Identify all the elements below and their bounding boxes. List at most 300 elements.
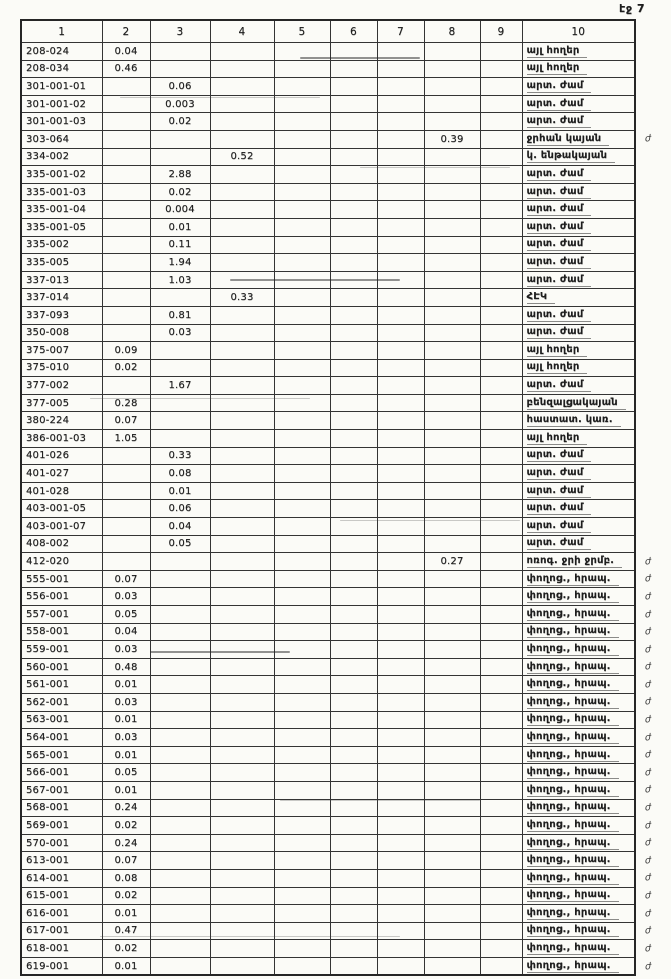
area-value-cell xyxy=(480,482,522,500)
area-value-cell xyxy=(210,852,274,870)
parcel-code-cell: 566-001 xyxy=(21,764,102,782)
table-row xyxy=(21,799,671,817)
area-value-cell xyxy=(274,377,330,395)
land-use-label: փողոց., հրապ. xyxy=(527,854,619,867)
table-row xyxy=(21,817,671,835)
area-value-cell xyxy=(150,623,210,641)
area-value-cell xyxy=(210,130,274,148)
area-value-cell xyxy=(210,658,274,676)
land-use-cell xyxy=(522,95,635,113)
area-value-cell xyxy=(274,606,330,624)
parcel-code-cell: 335-001-04 xyxy=(21,201,102,219)
land-use-cell xyxy=(522,218,635,236)
area-value-cell xyxy=(424,834,480,852)
parcel-code-cell: 335-001-03 xyxy=(21,183,102,201)
area-value-cell xyxy=(210,465,274,483)
land-use-label: փողոց., հրապ. xyxy=(527,801,619,814)
area-value-cell xyxy=(377,834,424,852)
area-value-cell xyxy=(150,940,210,958)
land-use-cell xyxy=(522,922,635,940)
area-value-cell xyxy=(274,394,330,412)
area-value-cell xyxy=(377,482,424,500)
area-value-cell xyxy=(424,588,480,606)
land-use-label: այլ հողեր xyxy=(527,432,588,445)
area-value-cell xyxy=(210,553,274,571)
area-value-cell xyxy=(210,887,274,905)
area-value-cell xyxy=(424,746,480,764)
area-value-cell xyxy=(480,940,522,958)
table-row xyxy=(21,834,671,852)
area-value-cell xyxy=(480,148,522,166)
area-value-cell xyxy=(424,412,480,430)
land-use-label: փողոց., հրապ. xyxy=(527,590,619,603)
area-value-cell: 0.24 xyxy=(102,834,150,852)
area-value-cell xyxy=(480,746,522,764)
land-use-label: կ. ենթակայան xyxy=(527,150,616,163)
area-value-cell xyxy=(210,729,274,747)
area-value-cell xyxy=(480,553,522,571)
table-row xyxy=(21,342,671,360)
area-value-cell xyxy=(424,342,480,360)
area-value-cell xyxy=(150,817,210,835)
area-value-cell xyxy=(377,852,424,870)
area-value-cell: 0.01 xyxy=(150,218,210,236)
area-value-cell xyxy=(274,236,330,254)
parcel-code-cell: 558-001 xyxy=(21,623,102,641)
area-value-cell xyxy=(330,254,377,272)
area-value-cell xyxy=(330,887,377,905)
area-value-cell xyxy=(480,183,522,201)
area-value-cell xyxy=(274,676,330,694)
land-use-label: արտ. ժամ xyxy=(527,115,592,128)
land-use-cell xyxy=(522,623,635,641)
area-value-cell xyxy=(377,166,424,184)
area-value-cell xyxy=(274,518,330,536)
margin-note: ժ xyxy=(644,855,652,867)
land-use-label: արտ. ժամ xyxy=(527,326,592,339)
area-value-cell xyxy=(102,518,150,536)
land-use-label: արտ. ժամ xyxy=(527,309,592,322)
area-value-cell xyxy=(480,130,522,148)
area-value-cell xyxy=(330,412,377,430)
area-value-cell: 0.04 xyxy=(150,518,210,536)
land-use-cell xyxy=(522,500,635,518)
land-use-label: արտ. ժամ xyxy=(527,467,592,480)
area-value-cell xyxy=(330,306,377,324)
parcel-code-cell: 335-005 xyxy=(21,254,102,272)
area-value-cell xyxy=(150,834,210,852)
area-value-cell xyxy=(377,201,424,219)
area-value-cell xyxy=(274,95,330,113)
area-value-cell xyxy=(480,218,522,236)
area-value-cell: 0.02 xyxy=(102,359,150,377)
area-value-cell xyxy=(274,60,330,78)
area-value-cell xyxy=(377,641,424,659)
area-value-cell: 1.05 xyxy=(102,430,150,448)
land-use-label: հաստատ. կառ. xyxy=(527,414,621,427)
area-value-cell xyxy=(480,711,522,729)
table-row xyxy=(21,887,671,905)
area-value-cell xyxy=(274,887,330,905)
area-value-cell xyxy=(274,588,330,606)
area-value-cell xyxy=(424,764,480,782)
area-value-cell xyxy=(102,535,150,553)
land-use-cell xyxy=(522,658,635,676)
area-value-cell xyxy=(330,218,377,236)
area-value-cell xyxy=(424,887,480,905)
land-use-cell xyxy=(522,834,635,852)
margin-note: ժ xyxy=(644,732,652,744)
area-value-cell xyxy=(480,729,522,747)
area-value-cell xyxy=(102,130,150,148)
area-value-cell xyxy=(424,377,480,395)
area-value-cell xyxy=(150,905,210,923)
area-value-cell xyxy=(424,254,480,272)
area-value-cell: 0.28 xyxy=(102,394,150,412)
area-value-cell xyxy=(377,746,424,764)
table-row xyxy=(21,324,671,342)
area-value-cell xyxy=(210,306,274,324)
land-use-label: փողոց., հրապ. xyxy=(527,766,619,779)
area-value-cell xyxy=(210,113,274,131)
margin-note: ժ xyxy=(644,696,652,709)
area-value-cell xyxy=(424,447,480,465)
area-value-cell xyxy=(150,869,210,887)
margin-note: ժ xyxy=(644,573,652,586)
parcel-code-cell: 375-010 xyxy=(21,359,102,377)
area-value-cell xyxy=(330,957,377,975)
margin-note: ժ xyxy=(644,820,652,832)
column-header-9: 9 xyxy=(480,20,522,43)
area-value-cell xyxy=(102,377,150,395)
area-value-cell xyxy=(150,359,210,377)
area-value-cell xyxy=(377,324,424,342)
parcel-code-cell: 403-001-05 xyxy=(21,500,102,518)
area-value-cell xyxy=(330,430,377,448)
area-value-cell: 0.03 xyxy=(102,693,150,711)
area-value-cell xyxy=(480,289,522,307)
parcel-code-cell: 337-093 xyxy=(21,306,102,324)
area-value-cell xyxy=(330,693,377,711)
land-use-label: արտ. ժամ xyxy=(527,238,592,251)
area-value-cell xyxy=(330,482,377,500)
area-value-cell xyxy=(330,113,377,131)
area-value-cell xyxy=(150,729,210,747)
margin-note xyxy=(634,411,671,431)
land-use-label: փողոց., հրապ. xyxy=(527,661,619,674)
area-value-cell xyxy=(377,869,424,887)
area-value-cell xyxy=(480,254,522,272)
area-value-cell xyxy=(424,500,480,518)
parcel-code-cell: 208-024 xyxy=(21,43,102,61)
area-value-cell: 0.05 xyxy=(102,764,150,782)
parcel-code-cell: 569-001 xyxy=(21,817,102,835)
table-row xyxy=(21,289,671,307)
margin-note: ժ xyxy=(644,133,652,146)
area-value-cell xyxy=(330,869,377,887)
area-value-cell xyxy=(330,78,377,96)
area-value-cell: 0.08 xyxy=(150,465,210,483)
land-use-label: արտ. ժամ xyxy=(527,186,592,199)
area-value-cell xyxy=(150,711,210,729)
land-use-label: փողոց., հրապ. xyxy=(527,643,619,656)
land-use-label: ՀԷԿ xyxy=(527,291,556,304)
margin-note: ժ xyxy=(644,837,652,850)
land-use-label: փողոց., հրապ. xyxy=(527,889,619,902)
area-value-cell xyxy=(150,852,210,870)
area-value-cell xyxy=(377,693,424,711)
table-row xyxy=(21,658,671,676)
land-use-cell xyxy=(522,60,635,78)
land-use-label: արտ. ժամ xyxy=(527,221,592,234)
area-value-cell xyxy=(210,676,274,694)
area-value-cell xyxy=(424,905,480,923)
area-value-cell xyxy=(377,218,424,236)
parcel-code-cell: 401-028 xyxy=(21,482,102,500)
area-value-cell xyxy=(102,148,150,166)
parcel-code-cell: 334-002 xyxy=(21,148,102,166)
area-value-cell xyxy=(274,957,330,975)
area-value-cell xyxy=(480,324,522,342)
area-value-cell xyxy=(150,289,210,307)
area-value-cell xyxy=(377,130,424,148)
area-value-cell xyxy=(150,606,210,624)
area-value-cell xyxy=(424,658,480,676)
land-use-label: փողոց., հրապ. xyxy=(527,731,619,744)
area-value-cell xyxy=(480,869,522,887)
land-use-cell xyxy=(522,324,635,342)
parcel-code-cell: 335-001-05 xyxy=(21,218,102,236)
land-use-label: արտ. ժամ xyxy=(527,449,592,462)
area-value-cell xyxy=(377,78,424,96)
area-value-cell xyxy=(330,465,377,483)
area-value-cell xyxy=(480,535,522,553)
parcel-code-cell: 301-001-02 xyxy=(21,95,102,113)
area-value-cell xyxy=(102,113,150,131)
parcel-code-cell: 565-001 xyxy=(21,746,102,764)
area-value-cell xyxy=(102,306,150,324)
area-value-cell: 0.04 xyxy=(102,623,150,641)
area-value-cell: 0.27 xyxy=(424,553,480,571)
area-value-cell xyxy=(377,518,424,536)
area-value-cell xyxy=(377,658,424,676)
table-row xyxy=(21,570,671,588)
area-value-cell xyxy=(210,166,274,184)
column-header-4: 4 xyxy=(210,20,274,43)
area-value-cell xyxy=(150,588,210,606)
area-value-cell xyxy=(210,43,274,61)
area-value-cell xyxy=(330,166,377,184)
area-value-cell xyxy=(424,623,480,641)
table-row xyxy=(21,535,671,553)
land-use-cell xyxy=(522,729,635,747)
table-row xyxy=(21,183,671,201)
area-value-cell xyxy=(210,78,274,96)
area-value-cell xyxy=(274,781,330,799)
land-use-label: այլ հողեր xyxy=(527,344,588,357)
parcel-code-cell: 337-014 xyxy=(21,289,102,307)
margin-note: ժ xyxy=(644,749,652,762)
area-value-cell: 0.05 xyxy=(102,606,150,624)
table-row xyxy=(21,377,671,395)
area-value-cell xyxy=(480,764,522,782)
table-row xyxy=(21,711,671,729)
area-value-cell xyxy=(210,606,274,624)
table-row xyxy=(21,746,671,764)
margin-note: ժ xyxy=(644,802,652,814)
table-row xyxy=(21,43,671,61)
land-use-cell xyxy=(522,430,635,448)
table-row xyxy=(21,394,671,412)
area-value-cell xyxy=(480,465,522,483)
area-value-cell xyxy=(274,148,330,166)
area-value-cell xyxy=(424,957,480,975)
table-row xyxy=(21,430,671,448)
area-value-cell xyxy=(330,746,377,764)
table-row xyxy=(21,482,671,500)
margin-note: ժ xyxy=(644,943,652,955)
area-value-cell xyxy=(150,658,210,676)
area-value-cell xyxy=(210,922,274,940)
area-value-cell xyxy=(377,905,424,923)
area-value-cell xyxy=(150,60,210,78)
table-row xyxy=(21,693,671,711)
area-value-cell xyxy=(274,465,330,483)
table-row xyxy=(21,729,671,747)
area-value-cell xyxy=(377,887,424,905)
area-value-cell xyxy=(330,729,377,747)
area-value-cell xyxy=(330,676,377,694)
area-value-cell xyxy=(424,641,480,659)
table-header-row xyxy=(21,20,671,43)
parcel-code-cell: 386-001-03 xyxy=(21,430,102,448)
area-value-cell xyxy=(210,377,274,395)
area-value-cell xyxy=(330,518,377,536)
margin-note xyxy=(634,270,671,290)
area-value-cell xyxy=(480,78,522,96)
area-value-cell xyxy=(377,711,424,729)
area-value-cell: 0.07 xyxy=(102,852,150,870)
area-value-cell xyxy=(424,113,480,131)
land-use-label: փողոց., հրապ. xyxy=(527,625,619,638)
table-row xyxy=(21,95,671,113)
land-use-label: փողոց., հրապ. xyxy=(527,837,619,850)
area-value-cell xyxy=(102,482,150,500)
area-value-cell xyxy=(274,324,330,342)
area-value-cell xyxy=(274,817,330,835)
area-value-cell xyxy=(480,606,522,624)
land-use-label: փողոց., հրապ. xyxy=(527,960,619,973)
parcel-code-cell: 350-008 xyxy=(21,324,102,342)
area-value-cell xyxy=(424,606,480,624)
table-row xyxy=(21,641,671,659)
area-value-cell xyxy=(330,201,377,219)
table-row xyxy=(21,676,671,694)
land-use-cell xyxy=(522,236,635,254)
area-value-cell: 0.02 xyxy=(102,887,150,905)
area-value-cell xyxy=(150,799,210,817)
land-use-cell xyxy=(522,641,635,659)
area-value-cell xyxy=(424,852,480,870)
area-value-cell xyxy=(480,905,522,923)
table-row xyxy=(21,465,671,483)
parcel-code-cell: 403-001-07 xyxy=(21,518,102,536)
table-row xyxy=(21,606,671,624)
table-row xyxy=(21,306,671,324)
area-value-cell xyxy=(480,641,522,659)
margin-note: ժ xyxy=(644,890,652,902)
parcel-code-cell: 618-001 xyxy=(21,940,102,958)
area-value-cell xyxy=(274,306,330,324)
area-value-cell: 0.09 xyxy=(102,342,150,360)
table-row xyxy=(21,553,671,571)
land-use-label: արտ. ժամ xyxy=(527,168,592,181)
area-value-cell xyxy=(480,430,522,448)
area-value-cell xyxy=(274,711,330,729)
parcel-code-cell: 563-001 xyxy=(21,711,102,729)
area-value-cell xyxy=(377,500,424,518)
table-row xyxy=(21,781,671,799)
area-value-cell xyxy=(424,289,480,307)
land-use-label: արտ. ժամ xyxy=(527,520,592,533)
area-value-cell: 0.04 xyxy=(102,43,150,61)
land-use-cell xyxy=(522,271,635,289)
area-value-cell xyxy=(274,412,330,430)
margin-note xyxy=(634,147,671,167)
area-value-cell xyxy=(274,500,330,518)
parcel-code-cell: 567-001 xyxy=(21,781,102,799)
area-value-cell xyxy=(150,553,210,571)
area-value-cell xyxy=(424,799,480,817)
area-value-cell xyxy=(330,553,377,571)
land-use-label: փողոց., հրապ. xyxy=(527,924,619,937)
parcel-code-cell: 301-001-01 xyxy=(21,78,102,96)
area-value-cell xyxy=(210,60,274,78)
area-value-cell xyxy=(150,887,210,905)
area-value-cell xyxy=(330,60,377,78)
margin-note: ժ xyxy=(644,679,652,691)
land-use-label: փողոց., հրապ. xyxy=(527,696,619,709)
area-value-cell xyxy=(274,43,330,61)
area-value-cell xyxy=(274,940,330,958)
margin-note: ժ xyxy=(644,644,652,656)
area-value-cell: 0.39 xyxy=(424,130,480,148)
area-value-cell xyxy=(102,254,150,272)
area-value-cell xyxy=(210,430,274,448)
parcel-code-cell: 208-034 xyxy=(21,60,102,78)
area-value-cell xyxy=(480,570,522,588)
area-value-cell xyxy=(377,394,424,412)
area-value-cell xyxy=(377,940,424,958)
area-value-cell xyxy=(377,95,424,113)
area-value-cell xyxy=(480,166,522,184)
area-value-cell xyxy=(330,535,377,553)
land-use-cell xyxy=(522,183,635,201)
area-value-cell xyxy=(480,500,522,518)
area-value-cell xyxy=(274,852,330,870)
area-value-cell xyxy=(330,377,377,395)
area-value-cell xyxy=(150,764,210,782)
area-value-cell xyxy=(480,623,522,641)
area-value-cell: 0.24 xyxy=(102,799,150,817)
area-value-cell xyxy=(377,729,424,747)
area-value-cell xyxy=(480,447,522,465)
area-value-cell xyxy=(274,447,330,465)
land-use-cell xyxy=(522,940,635,958)
table-row xyxy=(21,271,671,289)
area-value-cell xyxy=(377,588,424,606)
area-value-cell xyxy=(480,95,522,113)
